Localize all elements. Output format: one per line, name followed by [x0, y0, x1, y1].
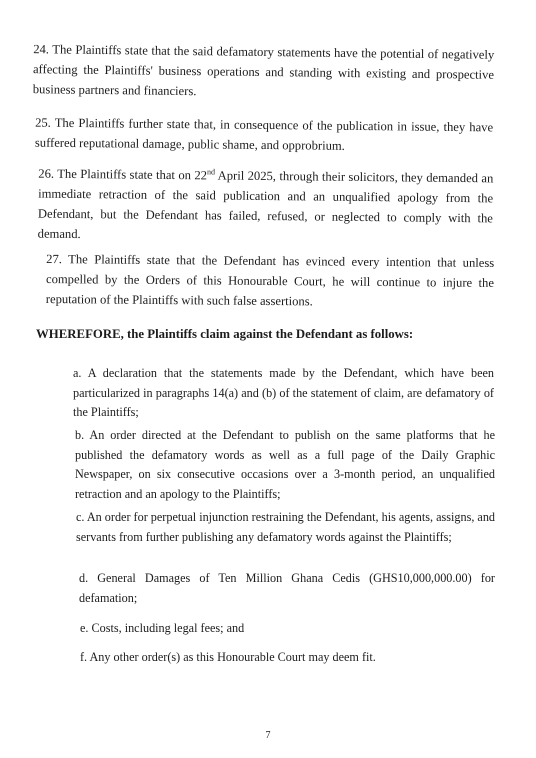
claim-c	[76, 508, 495, 547]
paragraph-text: The Plaintiffs state that the said defamatory statements have the potential of negatively affecting the Plaintiffs' business operations and standing with existing and prospective business partners and financiers.	[32, 42, 495, 99]
paragraph-text-after: April 2025, through their solicitors, they demanded an immediate retraction of the said publication and an unqualified apology from the Defendant, but the Defendant has failed, refused, or neglected to comply with the demand.	[37, 168, 494, 242]
claim-letter: e.	[80, 621, 89, 635]
claim-e	[80, 619, 494, 639]
wherefore-heading: WHEREFORE, the Plaintiffs claim against the Defendant as follows:	[36, 327, 414, 341]
paragraph-26	[38, 164, 494, 249]
paragraph-number: 26.	[38, 166, 55, 181]
claim-text: An order directed at the Defendant to publish on the same platforms that he published the defamatory words as well as a full page of the Daily Graphic Newspaper, on six consecutive occasions over a 3-month period, an unqualified retraction and an apology to the Plaintiffs;	[75, 428, 495, 501]
paragraph-number: 24.	[33, 42, 50, 57]
paragraph-24	[33, 39, 495, 105]
paragraph-25	[35, 113, 493, 158]
paragraph-number: 25.	[35, 115, 51, 130]
claim-d	[79, 569, 495, 608]
claim-letter: f.	[80, 650, 88, 664]
claim-text: Any other order(s) as this Honourable Court may deem fit.	[89, 650, 376, 664]
claim-b	[75, 426, 495, 504]
claim-text: A declaration that the statements made by the Defendant, which have been particularized in paragraphs 14(a) and (b) of the statement of claim, are defamatory of the Plaintiffs;	[73, 366, 494, 419]
claim-text: General Damages of Ten Million Ghana Cedis (GHS10,000,000.00) for defamation;	[79, 571, 495, 605]
paragraph-27	[46, 249, 495, 313]
ordinal-suffix: nd	[206, 167, 216, 177]
paragraph-text-before: The Plaintiffs state that on 22	[57, 166, 208, 183]
claim-text: Costs, including legal fees; and	[91, 621, 245, 635]
claim-letter: c.	[76, 510, 85, 524]
claim-a	[73, 364, 494, 423]
claim-letter: a.	[73, 366, 82, 380]
claim-text: An order for perpetual injunction restraining the Defendant, his agents, assigns, and servants from further publishing any defamatory words against the Plaintiffs;	[76, 510, 496, 544]
paragraph-number: 27.	[46, 252, 62, 267]
claim-letter: d.	[79, 571, 89, 585]
page-number: 7	[265, 730, 271, 741]
claim-letter: b.	[75, 428, 85, 442]
claim-f	[80, 648, 494, 668]
paragraph-text: The Plaintiffs state that the Defendant has evinced every intention that unless compelled by the Orders of this Honourable Court, he will continue to injure the reputation of the Plaintiffs with such false assertions.	[45, 252, 495, 309]
paragraph-text: The Plaintiffs further state that, in consequence of the publication in issue, they have suffered reputational damage, public shame, and opprobrium.	[34, 115, 494, 153]
